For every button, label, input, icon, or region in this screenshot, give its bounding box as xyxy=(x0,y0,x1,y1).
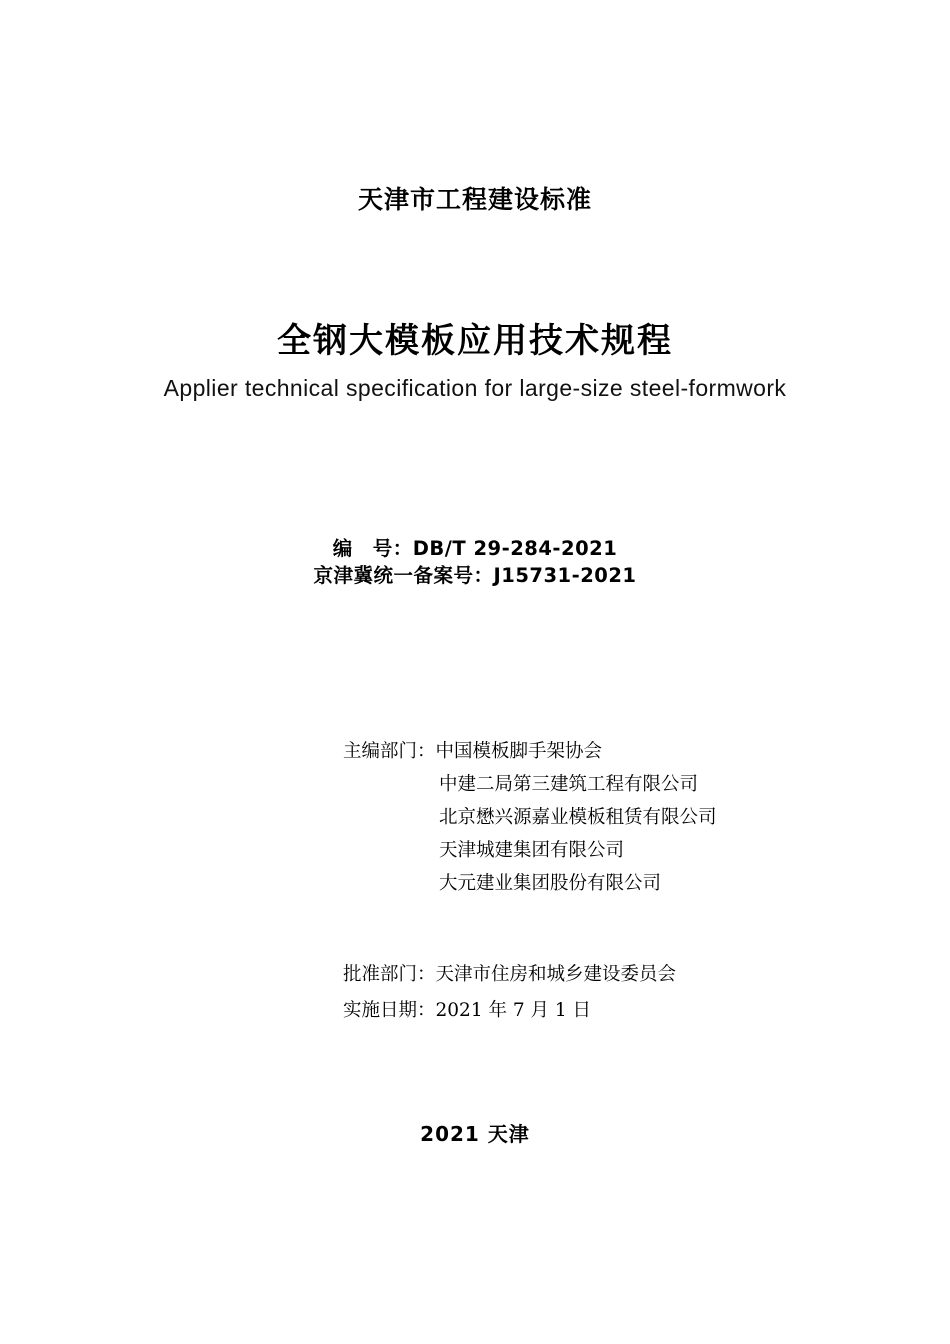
standard-number: 编 号：DB/T 29-284-2021 xyxy=(332,537,618,560)
approval-organization: 天津市住房和城乡建设委员会 xyxy=(435,964,677,985)
footer-year-city: 2021 天津 xyxy=(420,1122,530,1146)
editor-label: 主编部门： xyxy=(343,741,436,762)
approval-row xyxy=(343,957,676,993)
standard-code-block xyxy=(0,535,950,589)
editor-first-row xyxy=(343,735,717,768)
effective-date-label: 实施日期： xyxy=(343,1000,436,1021)
editor-organization: 大元建业集团股份有限公司 xyxy=(439,873,662,894)
editor-organization: 中国模板脚手架协会 xyxy=(435,741,603,762)
approval-section xyxy=(343,957,676,1029)
approval-label: 批准部门： xyxy=(343,964,436,985)
editor-organization: 天津城建集团有限公司 xyxy=(439,840,625,861)
effective-date-value: 2021 年 7 月 1 日 xyxy=(435,1000,592,1021)
editor-organization: 北京懋兴源嘉业模板租赁有限公司 xyxy=(439,807,717,828)
record-number: 京津冀统一备案号：J15731-2021 xyxy=(313,564,637,587)
editor-section xyxy=(343,735,717,900)
page-subtitle-english: Applier technical specification for large-size steel-formwork xyxy=(163,375,787,401)
editor-organization: 中建二局第三建筑工程有限公司 xyxy=(439,774,699,795)
effective-date-row xyxy=(343,993,676,1029)
standard-type-heading: 天津市工程建设标准 xyxy=(357,185,592,214)
page-title: 全钢大模板应用技术规程 xyxy=(277,321,673,361)
